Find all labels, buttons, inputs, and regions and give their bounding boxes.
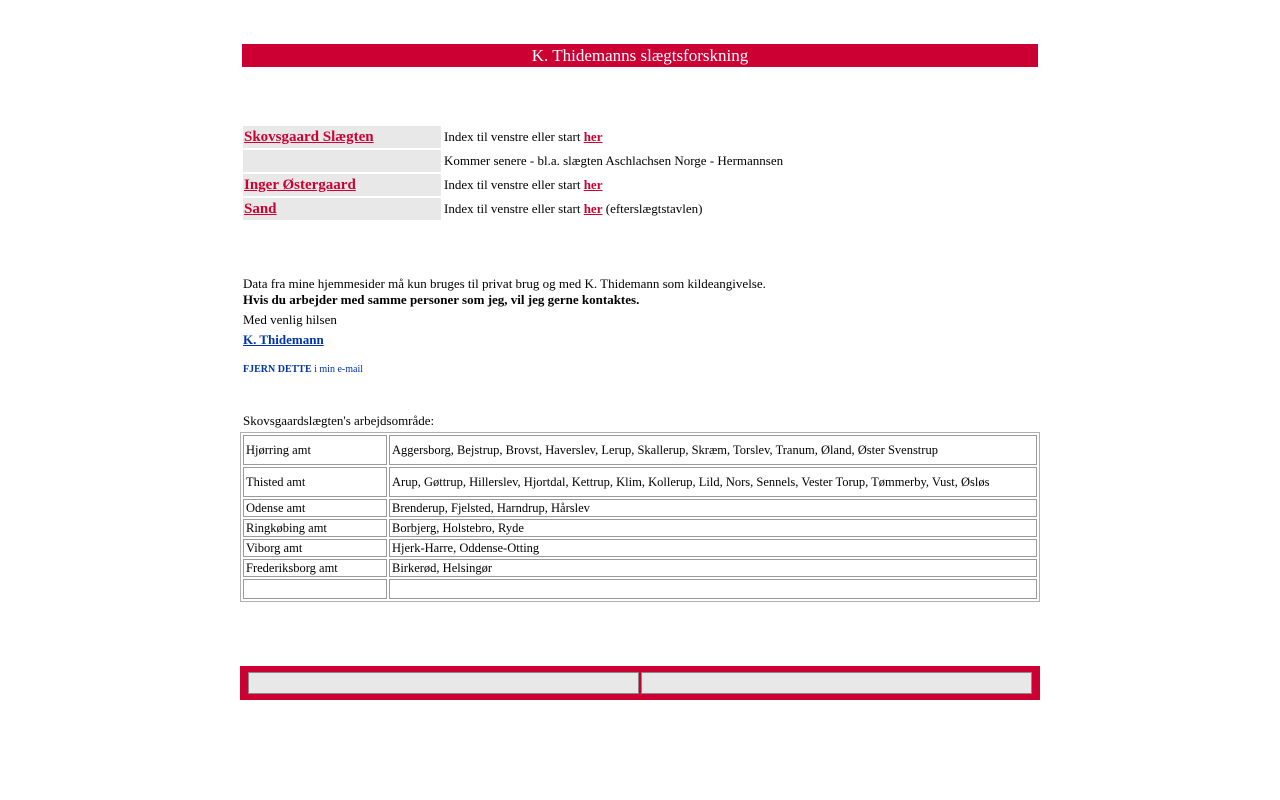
email-note (243, 364, 363, 375)
table-row (243, 467, 1037, 497)
site-title: K. Thidemanns slægtsforskning (531, 46, 749, 65)
start-link[interactable]: her (583, 129, 603, 144)
greeting: Med venlig hilsen (243, 312, 337, 327)
table-row (243, 435, 1037, 465)
table-row (243, 519, 1037, 537)
family-name-cell (243, 126, 441, 148)
work-area-table (240, 432, 1040, 602)
amt-cell: Hjørring amt (243, 435, 387, 465)
table-row (243, 539, 1037, 557)
family-name-cell (243, 174, 441, 196)
email-note-bold: FJERN DETTE (243, 364, 312, 375)
amt-cell: Ringkøbing amt (243, 519, 387, 537)
work-area-title: Skovsgaardslægten's arbejdsområde: (243, 413, 435, 428)
family-description-text: Kommer senere - bl.a. slægten Aschlachsen Norge - Hermannsen (444, 153, 784, 168)
signature-email-link[interactable]: K. Thidemann (243, 332, 324, 347)
amt-cell (243, 579, 387, 599)
towns-cell: Arup, Gøttrup, Hillerslev, Hjortdal, Kettrup, Klim, Kollerup, Lild, Nors, Sennels, Vester Torup, Tømmerby, Vust, Øsløs (389, 467, 1037, 497)
family-description-suffix: (efterslægtstavlen) (602, 201, 703, 216)
family-link-skovsgaard[interactable]: Skovsgaard Slægten (244, 128, 374, 145)
family-description (443, 150, 784, 172)
towns-cell (389, 579, 1037, 599)
family-index-table (241, 124, 786, 222)
family-row (243, 198, 784, 220)
family-name-cell (243, 150, 441, 172)
family-description (443, 126, 784, 148)
signature (243, 332, 324, 348)
towns-cell: Aggersborg, Bejstrup, Brovst, Haverslev, Lerup, Skallerup, Skræm, Torslev, Tranum, Øland, Øster Svenstrup (389, 435, 1037, 465)
family-description-text: Index til venstre eller start (444, 177, 584, 192)
footer-cell-left (248, 672, 639, 694)
email-note-rest: i min e-mail (311, 364, 364, 375)
towns-cell: Hjerk-Harre, Oddense-Otting (389, 539, 1037, 557)
contact-request: Hvis du arbejder med samme personer som jeg, vil jeg gerne kontaktes. (243, 292, 640, 307)
family-row (243, 174, 784, 196)
towns-cell: Brenderup, Fjelsted, Harndrup, Hårslev (389, 499, 1037, 517)
family-link-inger-ostergaard[interactable]: Inger Østergaard (244, 176, 356, 193)
start-link[interactable]: her (583, 177, 603, 192)
family-name-cell (243, 198, 441, 220)
amt-cell: Thisted amt (243, 467, 387, 497)
table-row (243, 559, 1037, 577)
family-description (443, 198, 784, 220)
footer-cell-right (641, 672, 1032, 694)
family-link-sand[interactable]: Sand (244, 200, 277, 217)
site-banner (242, 44, 1038, 67)
amt-cell: Viborg amt (243, 539, 387, 557)
family-description-text: Index til venstre eller start (444, 201, 584, 216)
amt-cell: Odense amt (243, 499, 387, 517)
table-row (243, 579, 1037, 599)
usage-notice (243, 276, 1023, 308)
family-row (243, 126, 784, 148)
family-description (443, 174, 784, 196)
footer-table (246, 672, 1034, 694)
towns-cell: Birkerød, Helsingør (389, 559, 1037, 577)
amt-cell: Frederiksborg amt (243, 559, 387, 577)
usage-notice-line: Data fra mine hjemmesider må kun bruges til privat brug og med K. Thidemann som kildeangivelse. (243, 276, 766, 291)
towns-cell: Borbjerg, Holstebro, Ryde (389, 519, 1037, 537)
table-row (243, 499, 1037, 517)
start-link[interactable]: her (583, 201, 603, 216)
family-row (243, 150, 784, 172)
family-description-text: Index til venstre eller start (444, 129, 584, 144)
footer-bar (240, 666, 1040, 700)
